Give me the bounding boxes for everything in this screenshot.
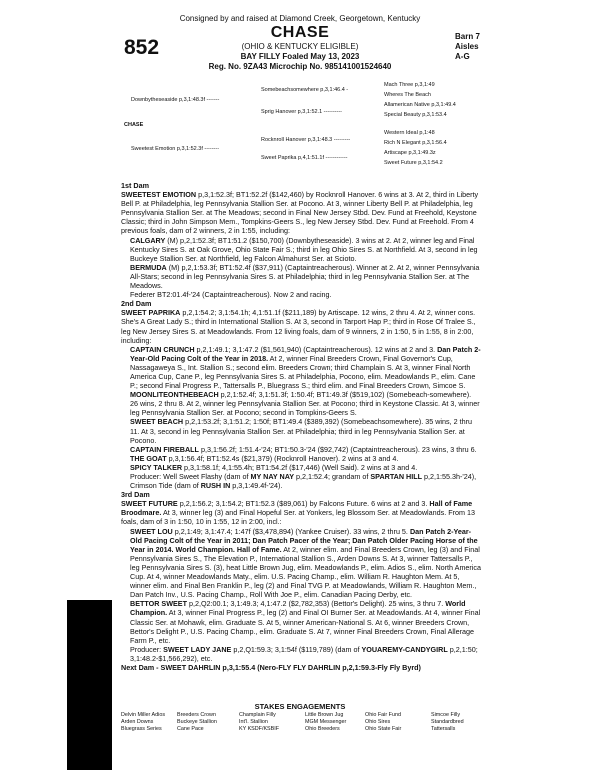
stakes-item: Arden Downs xyxy=(121,719,154,725)
stakes-item: Ohio Breeders xyxy=(305,726,340,732)
foaled-line: BAY FILLY Foaled May 13, 2023 xyxy=(240,52,360,61)
produce-federer: Federer BT2:01.4f-'24 (Captaintreacherous). Now 2 and racing. xyxy=(130,290,332,300)
pedigree-horse: CHASE xyxy=(124,122,144,128)
first-dam-entry: SWEETEST EMOTION p,3,1:52.3f; BT1:52.2f ($142,460) by Rocknroll Hanover. 6 wins at 3. At 2, third in Liberty Bell P. at Philadelphia, leg Pennsylvania Stallion Ser. at Pocono. At 3, winner Liberty Bell P. at Philadelphia, leg Pennsylvania Stallion Ser. at The Meadows; second in Final New Jersey Stbd. Dev. Fund at Freehold, Keystone Classic; third in John Simpson Mem., Tompkins-Geers S., leg New Jersey Stbd. Dev. Fund at Freehold. From 4 previous foals, dam of 2 winners, 2 in 1:55, including: xyxy=(121,190,479,236)
produce-spicy-talker: SPICY TALKER p,3,1:58.1f; 4,1:55.4h; BT1:54.2f ($17,446) (Well Said). 2 wins at 3 and 4. xyxy=(130,462,418,472)
consignor-line: Consigned by and raised at Diamond Creek, Georgetown, Kentucky xyxy=(179,14,421,23)
dam-history xyxy=(121,181,481,672)
pedigree-ddd: Sweet Future p,3,1:54.2 xyxy=(384,160,443,166)
black-tab-marker xyxy=(67,600,112,770)
stakes-item: Cane Pace xyxy=(177,726,204,732)
produce-bettor-sweet: BETTOR SWEET p,2,Q2:00.1; 3,1:49.3; 4,1:47.2 ($2,782,353) (Bettor's Delight). 25 wins, 3 thru 7. World Champion. At 3, winner Final Progress P., leg (2) and Final OI Burner Ser. at Meadowlands. At 4, winner Final Classic Ser. at Mohawk, elim. Graduate S. At 5, winner American-National S. At 6, winner Breeders Crown, Bettor's Delight P., U.S. Pacing Champ., elim. Graduate S. At 7, winner Final Breeders Crown, Final Allerage Farm P., etc. xyxy=(130,599,481,645)
pedigree-dds: Artiscape p,3,1:49.3z xyxy=(384,150,436,156)
stakes-item: Champlain Filly xyxy=(239,712,276,718)
stakes-item: Standardbred xyxy=(431,719,464,725)
stakes-grid xyxy=(121,712,501,733)
stakes-item: Ohio State Fair xyxy=(365,726,402,732)
produce-moonliteonthebeach: MOONLITEONTHEBEACH p,2,1:52.4f; 3,1:51.3f; 1:50.4f; BT1:49.3f ($519,102) (Somebeach-somewhere). 26 wins, 2 thru 8. At 2, winner leg Pennsylvania Stallion Ser. at Pocono; third in Keystone Classic. At 3, winner leg Pennsylvania Stallion Ser. at Pocono; second in Tompkins-Geers S. xyxy=(130,390,480,418)
next-dam-line: Next Dam - SWEET DAHRLIN p,3,1:55.4 (Nero-FLY FLY DAHRLIN p,2,1:59.3-Fly Fly Byrd) xyxy=(121,662,421,672)
produce-captain-crunch: CAPTAIN CRUNCH p,2,1:49.1; 3,1:47.2 ($1,561,940) (Captaintreacherous). 12 wins at 2 and 3. Dan Patch 2-Year-Old Pacing Colt of the Year in 2018. At 2, winner Final Breeders Crown, Final Governor's Cup, Nassagaweya S., Int. Stallion S.; second elim. Breeders Crown; third Champlain S. At 3, winner Final North America Cup, Cane P., leg Pennsylvania Sires S. at Philadelphia, Pocono, elim. Meadowlands P., elim. Cane P.; second Final Progress P., Tattersalls P., Bluegrass S.; third elim. and Final Breeders Crown, Simcoe S. xyxy=(130,344,481,391)
produce-bermuda: BERMUDA (M) p,2,1:53.3f; BT1:52.4f ($37,911) (Captaintreacherous). Winner at 2. At 2, winner Pennsylvania All-Stars; second in leg Pennsylvania Sires S. at Philadelphia; third in leg Pennsylvania Stallion Ser. at The Meadows. xyxy=(130,262,480,291)
stakes-item: Bluegrass Series xyxy=(121,726,162,732)
pedigree-sire-dam: Sprig Hanover p,3,1:52.1 ---------- xyxy=(261,109,342,115)
producer-line-3: Producer: SWEET LADY JANE p,2,Q1:59.3; 3,1:54f ($119,789) (dam of YOUAREMY-CANDYGIRL p,2,1:50; 3,1:48.2-$1,566,292), etc. xyxy=(130,644,478,663)
hip-number: 852 xyxy=(124,36,160,59)
pedigree-sire-sire: Somebeachsomewhere p,3,1:46.4 - xyxy=(261,87,349,93)
first-dam-title: 1st Dam xyxy=(121,181,149,190)
stakes-item: KY KSDF/KSBIF xyxy=(239,726,280,732)
stakes-item: Delvin Miller Adios xyxy=(121,712,166,718)
produce-the-goat: THE GOAT p,3,1:56.4f; BT1:52.4s ($21,379) (Rocknroll Hanover). 2 wins at 3 and 4. xyxy=(130,453,399,463)
pedigree-ssd: Wheres The Beach xyxy=(384,92,431,98)
stakes-item: Tattersalls xyxy=(431,726,456,732)
second-dam-entry: SWEET PAPRIKA p,2,1:54.2; 3,1:54.1h; 4,1:51.1f ($211,189) by Artiscape. 12 wins, 2 thru 4. At 2, winner cons. She's A Great Lady S.; third in International Stallion S. At 3, second in Tarport Hap P.; third in Rose Of Tralee S., leg New Jersey Sires S. at Meadowlands. From 12 living foals, dam of 9 winners, 2 in 1:50, 5 in 1:55, 8 in 2:00, including: xyxy=(121,308,476,345)
aisles-label: Aisles xyxy=(455,42,479,51)
produce-captain-fireball: CAPTAIN FIREBALL p,3,1:56.2f; 1:51.4-'24; BT1:50.3-'24 ($92,742) (Captaintreacherous). 23 wins, 3 thru 6. xyxy=(130,444,477,454)
third-dam-title: 3rd Dam xyxy=(121,490,150,500)
pedigree-dss: Western Ideal p,1:48 xyxy=(384,130,435,136)
stakes-item: Ohio Fair Fund xyxy=(365,712,401,718)
pedigree-dam: Sweetest Emotion p,3,1:52.3f -------- xyxy=(131,146,220,152)
pedigree-dsd: Rich N Elegant p,3,1:56.4 xyxy=(384,140,447,146)
second-dam-title: 2nd Dam xyxy=(121,299,152,309)
aisles-value: A-G xyxy=(455,52,470,61)
stakes-item: Little Brown Jug xyxy=(305,712,344,718)
stakes-title: STAKES ENGAGEMENTS xyxy=(254,702,346,711)
registration-line: Reg. No. 9ZA43 Microchip No. 985141001524640 xyxy=(208,62,392,71)
stakes-item: Simcoe Filly xyxy=(431,712,461,718)
eligibility: (OHIO & KENTUCKY ELIGIBLE) xyxy=(241,42,359,51)
pedigree-sdd: Special Beauty p,3,1:53.4 xyxy=(384,112,447,118)
stakes-item: Breeders Crown xyxy=(177,712,216,718)
third-dam-entry: SWEET FUTURE p,2,1:56.2; 3,1:54.2; BT1:52.3 ($89,061) by Falcons Future. 6 wins at 2 and 3. Hall of Fame Broodmare. At 3, winner leg (3) and Final Hopeful Ser. at Yonkers, leg Blossom Ser. at Meadowlands. From 13 foals, dam of 3 in 1:50, 10 in 1:55, 12 in 2:00, incl.: xyxy=(121,499,475,527)
stakes-item: MGM Messenger xyxy=(305,719,347,725)
pedigree-dam-dam: Sweet Paprika p,4,1:51.1f ------------ xyxy=(261,155,348,161)
pedigree-sire: Downbytheseaside p,3,1:48.3f ------- xyxy=(131,97,220,103)
barn: Barn 7 xyxy=(455,32,480,41)
produce-sweet-beach: SWEET BEACH p,2,1:53.2f; 3,1:51.2; 1:50f; BT1:49.4 ($389,392) (Somebeachsomewhere). 35 wins, 2 thru 11. At 3, second in leg Pennsylvania Stallion Ser. at Philadelphia; third in leg Pennsylvania Stallion Ser. at Pocono. xyxy=(130,417,472,445)
barn-info xyxy=(455,32,480,62)
pedigree-sss: Mach Three p,3,1:49 xyxy=(384,82,435,88)
stakes-item: Int'l. Stallion xyxy=(239,719,268,725)
pedigree-dam-sire: Rocknroll Hanover p,3,1:48.3 --------- xyxy=(261,137,351,143)
horse-name: CHASE xyxy=(270,24,330,41)
producer-line-2: Producer: Well Sweet Flashy (dam of MY NAY NAY p,2,1:52.4; grandam of SPARTAN HILL p,2,1:55.3h-'24), Crimson Tide (dam of RUSH IN p,3,1:49.4f-'24). xyxy=(130,472,477,491)
stakes-item: Buckeye Stallion xyxy=(177,719,217,725)
pedigree-sds: Allamerican Native p,3,1:49.4 xyxy=(384,102,456,108)
produce-sweet-lou: SWEET LOU p,2,1:49; 3,1:47.4; 1:47f ($3,478,894) (Yankee Cruiser). 33 wins, 2 thru 5. Dan Patch 2-Year-Old Pacing Colt of the Year in 2011; Dan Patch Pacer of the Year; Dan Patch Older Pacing Horse of the Year in 2014. World Champion. Hall of Fame. At 2, winner elim. and Final Breeders Crown, leg (3) and Final Pennsylvania Sires S., The Elevation P., International Stallion S., Arden Downs S. At 3, winner Tattersalls P., leg Pennsylvania Sires S. (3), heat Little Brown Jug, elim. Meadowlands P., elim. Adios S., elim. North America Cup. At 4, winner Meadowlands Maty., elim. U.S. Pacing Champ., elim. William R. Haughton Mem. At 5, winner elim. and Final Ben Franklin P., leg (2) and Final TVG P. at Meadowlands, William R. Haughton Mem., Dan Patch Inv., U.S. Pacing Champ., Roll With Joe P., elim. Canadian Pacing Derby, etc. xyxy=(130,526,482,600)
produce-calgary: CALGARY (M) p,2,1:52.3f; BT1:51.2 ($150,700) (Downbytheseaside). 3 wins at 2. At 2, winner leg and Final Kentucky Sires S. at Oak Grove, Ohio State Fair S.; third in leg Ohio Sires S. at Northfield. At 3, second in leg Buckeye Stallion Ser. at Northfield, leg Falcon Almahurst Ser. at Scioto. xyxy=(130,235,478,263)
stakes-item: Ohio Sires xyxy=(365,719,391,725)
